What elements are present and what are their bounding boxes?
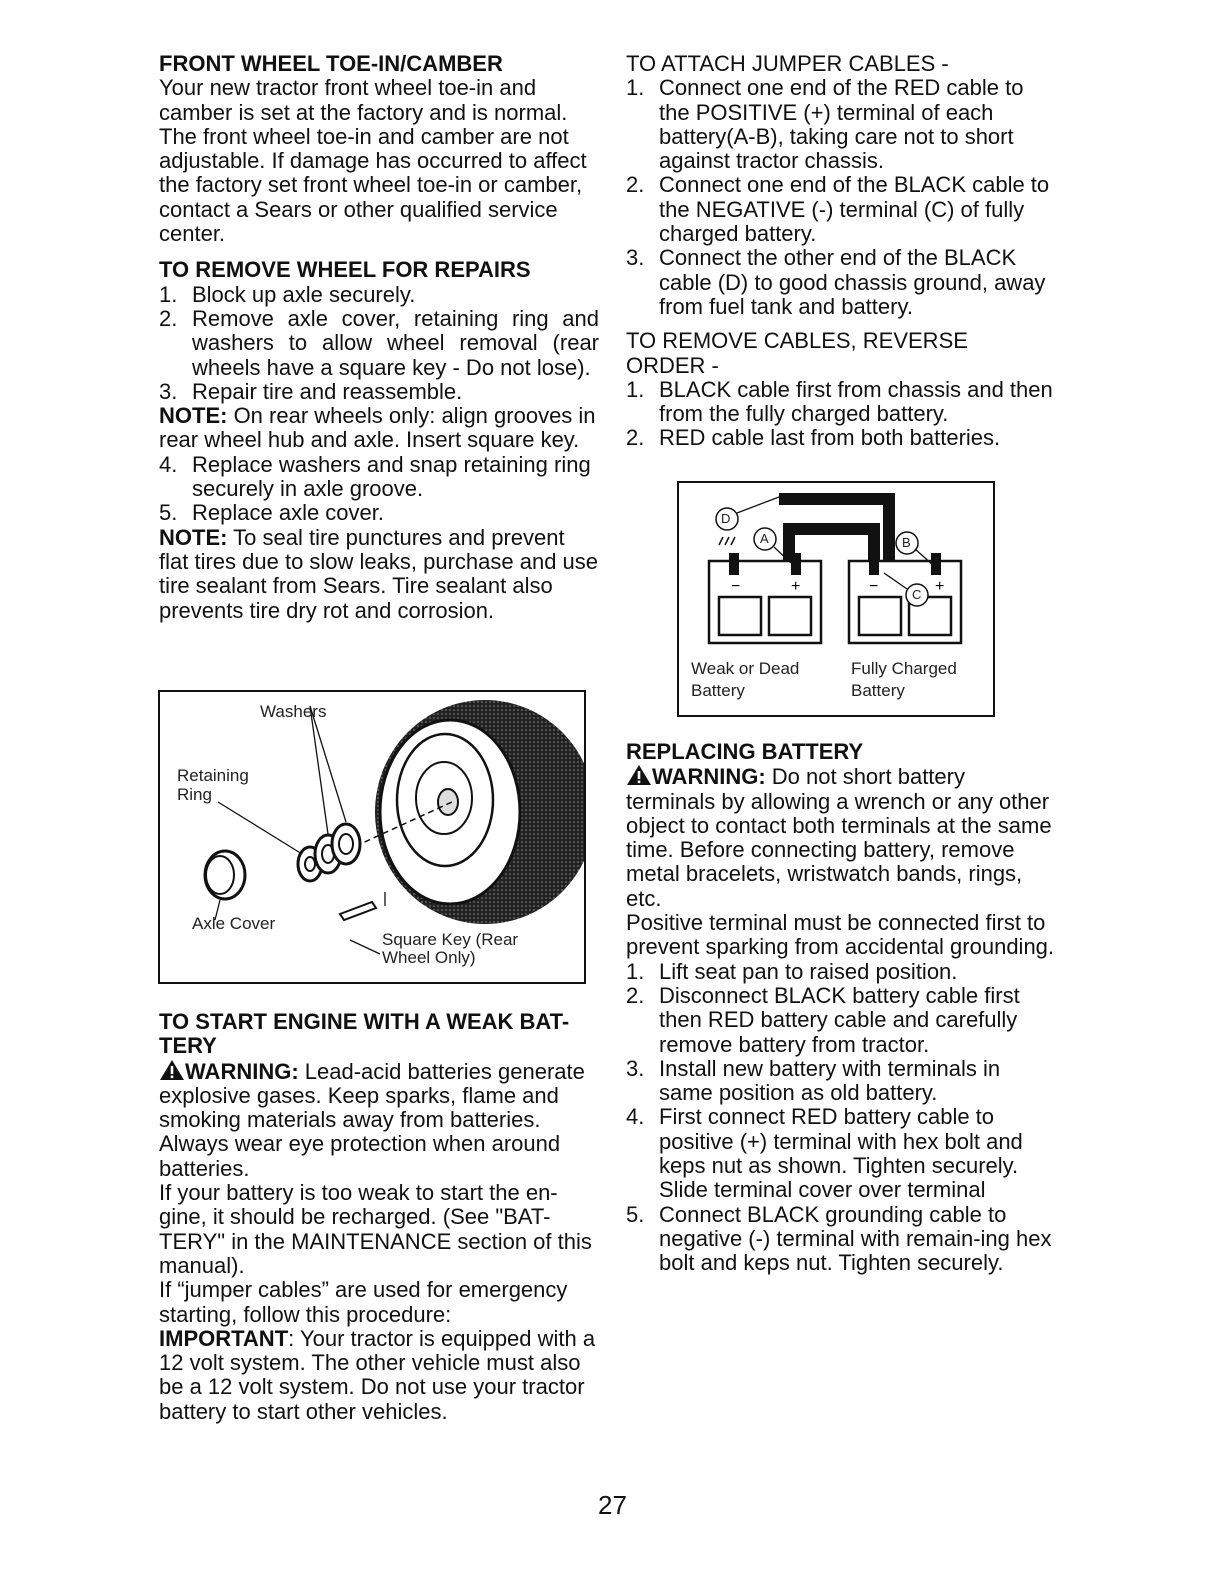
warning-icon — [626, 764, 652, 786]
left-column-lower — [159, 1010, 599, 1424]
list-item: 1. Block up axle securely. — [159, 281, 416, 307]
list-item: 5. Replace axle cover. — [159, 500, 384, 526]
warning-icon — [159, 1059, 185, 1081]
remove-wheel-steps-a — [159, 283, 599, 404]
list-item: 3. Install new battery with terminals in same position as old battery. — [626, 1055, 1001, 1106]
wheel-assembly-figure — [158, 690, 586, 984]
charged-battery-label-2: Battery — [851, 681, 905, 700]
remove-wheel-steps-b — [159, 453, 599, 526]
list-item: 1. Lift seat pan to raised position. — [626, 958, 958, 984]
replacing-battery-heading: REPLACING BATTERY — [626, 739, 864, 764]
list-item: 2. Disconnect BLACK battery cable first then RED battery cable and carefully remove battery from tractor. — [626, 982, 1020, 1057]
attach-cables-steps — [626, 76, 1056, 319]
remove-cables-heading: TO REMOVE CABLES, REVERSE ORDER - — [626, 328, 968, 378]
list-item: 3. Connect the other end of the BLACK cable (D) to good chassis ground, away from fuel tank and battery. — [626, 245, 1046, 319]
right-column-lower — [626, 740, 1056, 1276]
left-column — [159, 52, 599, 623]
jumper-paragraph: If “jumper cables” are used for emergency starting, follow this procedure: — [159, 1277, 568, 1327]
note-tire-sealant: NOTE: To seal tire punctures and prevent flat tires due to slow leaks, purchase and use tire sealant from Sears. Tire sealant also prevents tire dry rot and corrosion. — [159, 524, 599, 623]
list-item: 1. Connect one end of the RED cable to the POSITIVE (+) terminal of each battery(A-B), taking care not to short against tractor chassis. — [626, 75, 1024, 174]
label-c: C — [912, 587, 922, 602]
label-d: D — [721, 511, 731, 526]
wheel-diagram — [160, 692, 584, 982]
weak-battery-heading: TO START ENGINE WITH A WEAK BAT-TERY — [159, 1009, 570, 1059]
label-a: A — [760, 531, 769, 546]
toe-in-heading: FRONT WHEEL TOE-IN/CAMBER — [159, 51, 503, 76]
recharge-paragraph: If your battery is too weak to start the en-gine, it should be recharged. (See "BAT-TERY" in the MAINTENANCE section of this manual). — [159, 1180, 592, 1278]
note-rear-wheels: NOTE: On rear wheels only: align grooves in rear wheel hub and axle. Insert square key. — [159, 403, 596, 453]
weak-battery-label-1: Weak or Dead — [691, 659, 800, 678]
svg-text:−: − — [731, 578, 741, 595]
list-item: 4. Replace washers and snap retaining ring securely in axle groove. — [159, 451, 591, 502]
svg-text:−: − — [869, 578, 879, 595]
retaining-ring-label-2: Ring — [177, 785, 212, 804]
retaining-ring-label-1: Retaining — [177, 766, 249, 785]
list-item: 3. Repair tire and reassemble. — [159, 378, 463, 404]
weak-battery-label-2: Battery — [691, 681, 745, 700]
square-key-label-2: Wheel Only) — [382, 948, 476, 967]
axle-cover-label: Axle Cover — [192, 914, 276, 933]
charged-battery-label-1: Fully Charged — [851, 659, 957, 678]
list-item: 4. First connect RED battery cable to positive (+) terminal with hex bolt and keps nut as shown. Tighten securely. Slide terminal cover over terminal — [626, 1104, 1023, 1203]
label-b: B — [902, 535, 911, 550]
list-item: 2. RED cable last from both batteries. — [626, 425, 1001, 451]
square-key-label-1: Square Key (Rear — [382, 930, 519, 949]
svg-text:+: + — [791, 578, 801, 595]
jumper-cable-figure — [677, 481, 995, 717]
page-number: 27 — [598, 1490, 627, 1520]
list-item: 2. Connect one end of the BLACK cable to the NEGATIVE (-) terminal (C) of fully charged battery. — [626, 172, 1050, 247]
list-item: 2. Remove axle cover, retaining ring and washers to allow wheel removal (rear wheels have a square key - Do not lose). — [159, 305, 599, 380]
list-item: 5. Connect BLACK grounding cable to negative (-) terminal with remain-ing hex bolt and keps nut. Tighten securely. — [626, 1201, 1052, 1276]
important-paragraph: IMPORTANT: Your tractor is equipped with a 12 volt system. The other vehicle must also be a 12 volt system. Do not use your tractor battery to start other vehicles. — [159, 1325, 596, 1424]
toe-in-body: Your new tractor front wheel toe-in and camber is set at the factory and is normal. The front wheel toe-in and camber are not adjustable. If damage has occurred to affect the factory set front wheel toe-in or camber, contact a Sears or other qualified service center. — [159, 75, 587, 247]
replacing-warning: WARNING: Do not short battery terminals by allowing a wrench or any other object to contact both terminals at the same time. Before connecting battery, remove metal bracelets, wristwatch bands, rings, etc. — [626, 764, 1052, 911]
right-column — [626, 52, 1056, 451]
weak-battery-warning: WARNING: Lead-acid batteries generate explosive gases. Keep sparks, flame and smoking materials away from batteries. Always wear eye protection when around batteries. — [159, 1058, 585, 1181]
positive-terminal-paragraph: Positive terminal must be connected first to prevent sparking from accidental grounding. — [626, 910, 1055, 960]
remove-wheel-heading: TO REMOVE WHEEL FOR REPAIRS — [159, 257, 531, 283]
svg-text:+: + — [935, 578, 945, 595]
replacing-steps — [626, 960, 1056, 1276]
attach-cables-heading: TO ATTACH JUMPER CABLES - — [626, 51, 949, 76]
washers-label: Washers — [260, 702, 327, 721]
remove-cables-steps — [626, 378, 1056, 451]
list-item: 1. BLACK cable first from chassis and then from the fully charged battery. — [626, 376, 1053, 427]
